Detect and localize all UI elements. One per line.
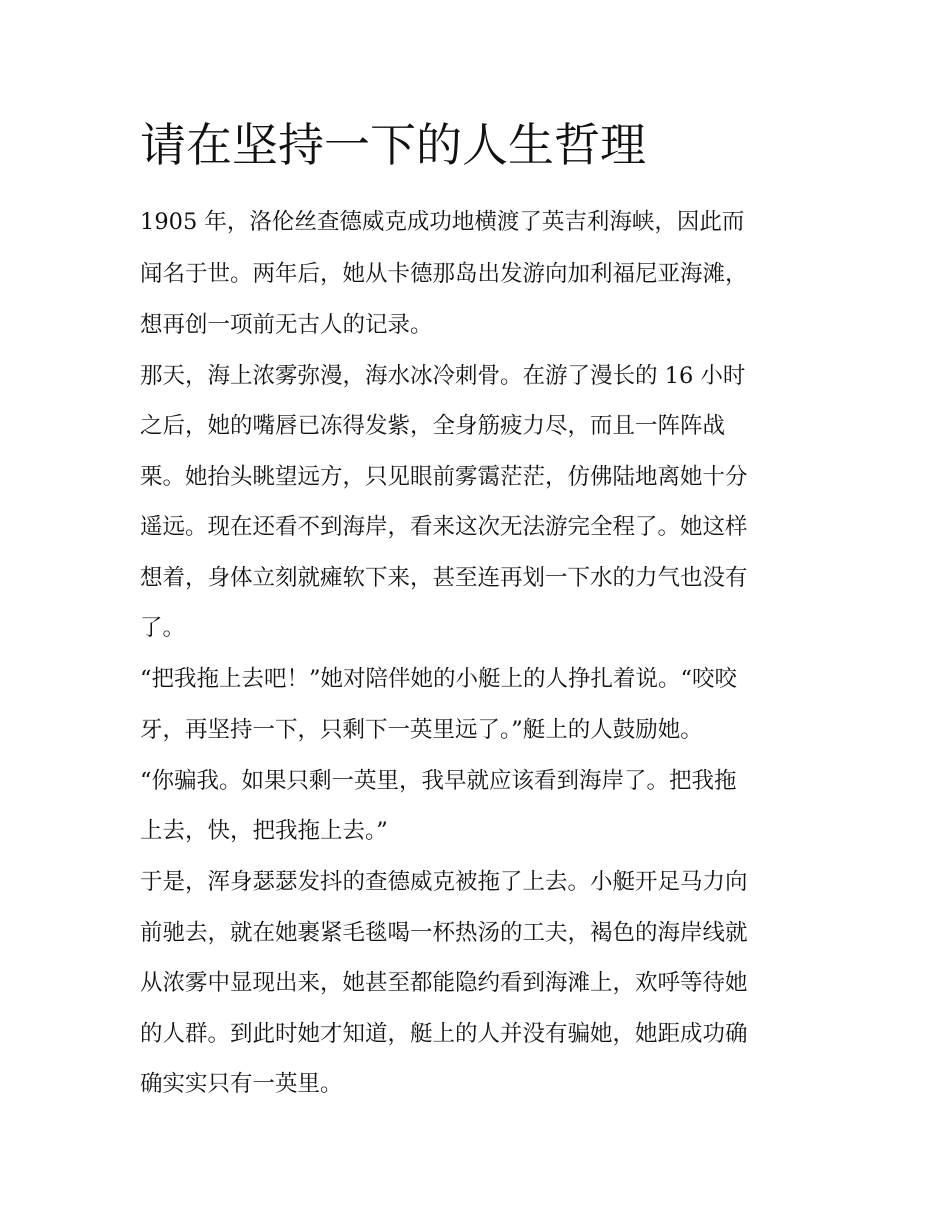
body-line: 之后，她的嘴唇已冻得发紫，全身筋疲力尽，而且一阵阵战	[140, 413, 726, 439]
body-line: 那天，海上浓雾弥漫，海水冰冷刺骨。在游了漫长的 16 小时	[140, 363, 746, 389]
body-line: 确实实只有一英里。	[140, 1071, 343, 1097]
body-line: “你骗我。如果只剩一英里，我早就应该看到海岸了。把我拖	[140, 768, 737, 794]
body-line: 想着，身体立刻就瘫软下来，甚至连再划一下水的力气也没有	[140, 565, 748, 591]
body-line: 遥远。现在还看不到海岸，看来这次无法游完全程了。她这样	[140, 514, 748, 540]
body-line: 前驰去，就在她裹紧毛毯喝一杯热汤的工夫，褐色的海岸线就	[140, 920, 748, 946]
body-line: “把我拖上去吧！”她对陪伴她的小艇上的人挣扎着说。“咬咬	[140, 666, 738, 692]
document-title: 请在坚持一下的人生哲理	[140, 118, 646, 172]
body-line: 牙，再坚持一下，只剩下一英里远了。”艇上的人鼓励她。	[140, 717, 703, 743]
body-line: 闻名于世。两年后，她从卡德那岛出发游向加利福尼亚海滩，	[140, 261, 748, 287]
body-line: 从浓雾中显现出来，她甚至都能隐约看到海滩上，欢呼等待她	[140, 970, 748, 996]
body-line: 想再创一项前无古人的记录。	[140, 312, 433, 338]
body-line: 1905 年，洛伦丝查德威克成功地横渡了英吉利海峡，因此而	[140, 209, 745, 235]
body-line: 了。	[140, 615, 186, 641]
body-line: 上去，快，把我拖上去。”	[140, 818, 388, 844]
body-line: 栗。她抬头眺望远方，只见眼前雾霭茫茫，仿佛陆地离她十分	[140, 464, 748, 490]
body-line: 于是，浑身瑟瑟发抖的查德威克被拖了上去。小艇开足马力向	[140, 869, 748, 895]
body-line: 的人群。到此时她才知道，艇上的人并没有骗她，她距成功确	[140, 1021, 748, 1047]
